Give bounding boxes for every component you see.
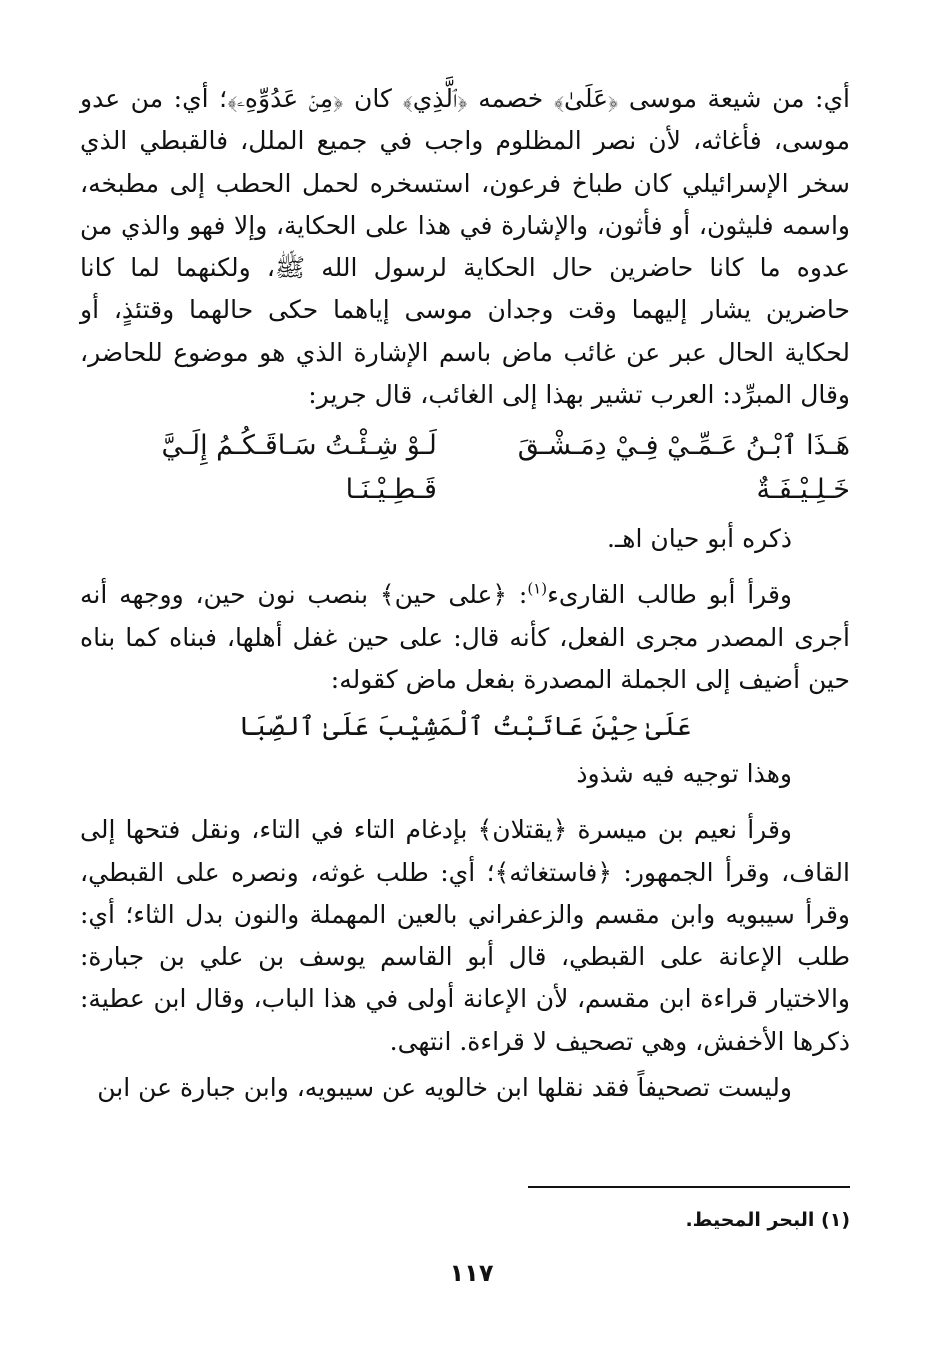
paragraph-2-text-a: وقرأ أبو طالب القارىء <box>547 580 792 610</box>
verse-2: عَلَىٰ حِيْنَ عَاتَبْتُ ٱلْمَشِيْبَ عَلَىٰ ٱلصِّبَا <box>238 712 692 743</box>
page-number: ١١٧ <box>449 1259 494 1287</box>
verse-2-comment: وهذا توجيه فيه شذوذ <box>576 759 792 789</box>
footnote-marker: (١) <box>527 580 548 599</box>
paragraph-2-text-b: : ﴿على حين﴾ بنصب نون حين، ووجهه أنه أجرى المصدر مجرى الفعل، كأنه قال: على حين غفل أهلها، فبناه كما بناه حين أضيف إلى الجملة المصدرة بفعل ماض كقوله: <box>80 580 850 694</box>
paragraph-1: أي: من شيعة موسى ﴿عَلَىٰ﴾ خصمه ﴿ٱلَّذِي﴾ كان ﴿مِنۡ عَدُوِّهِۦ﴾؛ أي: من عدو موسى، فأغاثه، لأن نصر المظلوم واجب في جميع الملل، فالقبطي الذي سخر الإسرائيلي كان طباخ فرعون، استسخره لحمل الحطب إلى مطبخه، واسمه فليثون، أو فأثون، والإشارة في هذا على الحكاية، وإلا فهو والذي من عدوه ما كانا حاضرين حال الحكاية لرسول الله ﷺ، ولكنهما لما كانا حاضرين يشار إليهما وقت وجدان موسى إياهما حكى حالهما وقتئذٍ، أو لحكاية الحال عبر عن غائب ماض باسم الإشارة الذي هو موضوع للحاضر، وقال المبرِّد: العرب تشير بهذا إلى الغائب، قال جرير: <box>80 84 850 410</box>
paragraph-3: وقرأ نعيم بن ميسرة ﴿يقتلان﴾ بإدغام التاء في التاء، ونقل فتحها إلى القاف، وقرأ الجمهور: ﴿فاستغاثه﴾؛ أي: طلب غوثه، ونصره على القبطي، وقرأ سيبويه وابن مقسم والزعفراني بالعين المهملة والنون بدل الثاء؛ أي: طلب الإعانة على القبطي، قال أبو القاسم يوسف بن علي بن جبارة: والاختيار قراءة ابن مقسم، لأن الإعانة أولى في هذا الباب، وقال ابن عطية: ذكرها الأخفش، وهي تصحيف لا قراءة. انتهى. <box>80 815 850 1056</box>
paragraph-4: وليست تصحيفاً فقد نقلها ابن خالويه عن سيبويه، وابن جبارة عن ابن <box>97 1073 792 1103</box>
footnote: (١) البحر المحيط. <box>685 1209 850 1231</box>
verse-1-attribution: ذكره أبو حيان اهـ. <box>607 524 792 554</box>
verse-1-first-hemistich: هَـذَا ٱبْـنُ عَـمِّـيْ فِـيْ دِمَـشْـقَ خَـلِـيْـفَـةٌ <box>517 430 850 506</box>
verse-1 <box>80 424 850 512</box>
page-body <box>80 78 850 1109</box>
paragraph-2 <box>80 574 850 701</box>
footnote-separator <box>528 1186 850 1188</box>
verse-1-second-hemistich: لَـوْ شِـئْـتُ سَـاقَـكُـمُ إِلَـيَّ قَـطِـيْـنَـا <box>161 430 437 506</box>
